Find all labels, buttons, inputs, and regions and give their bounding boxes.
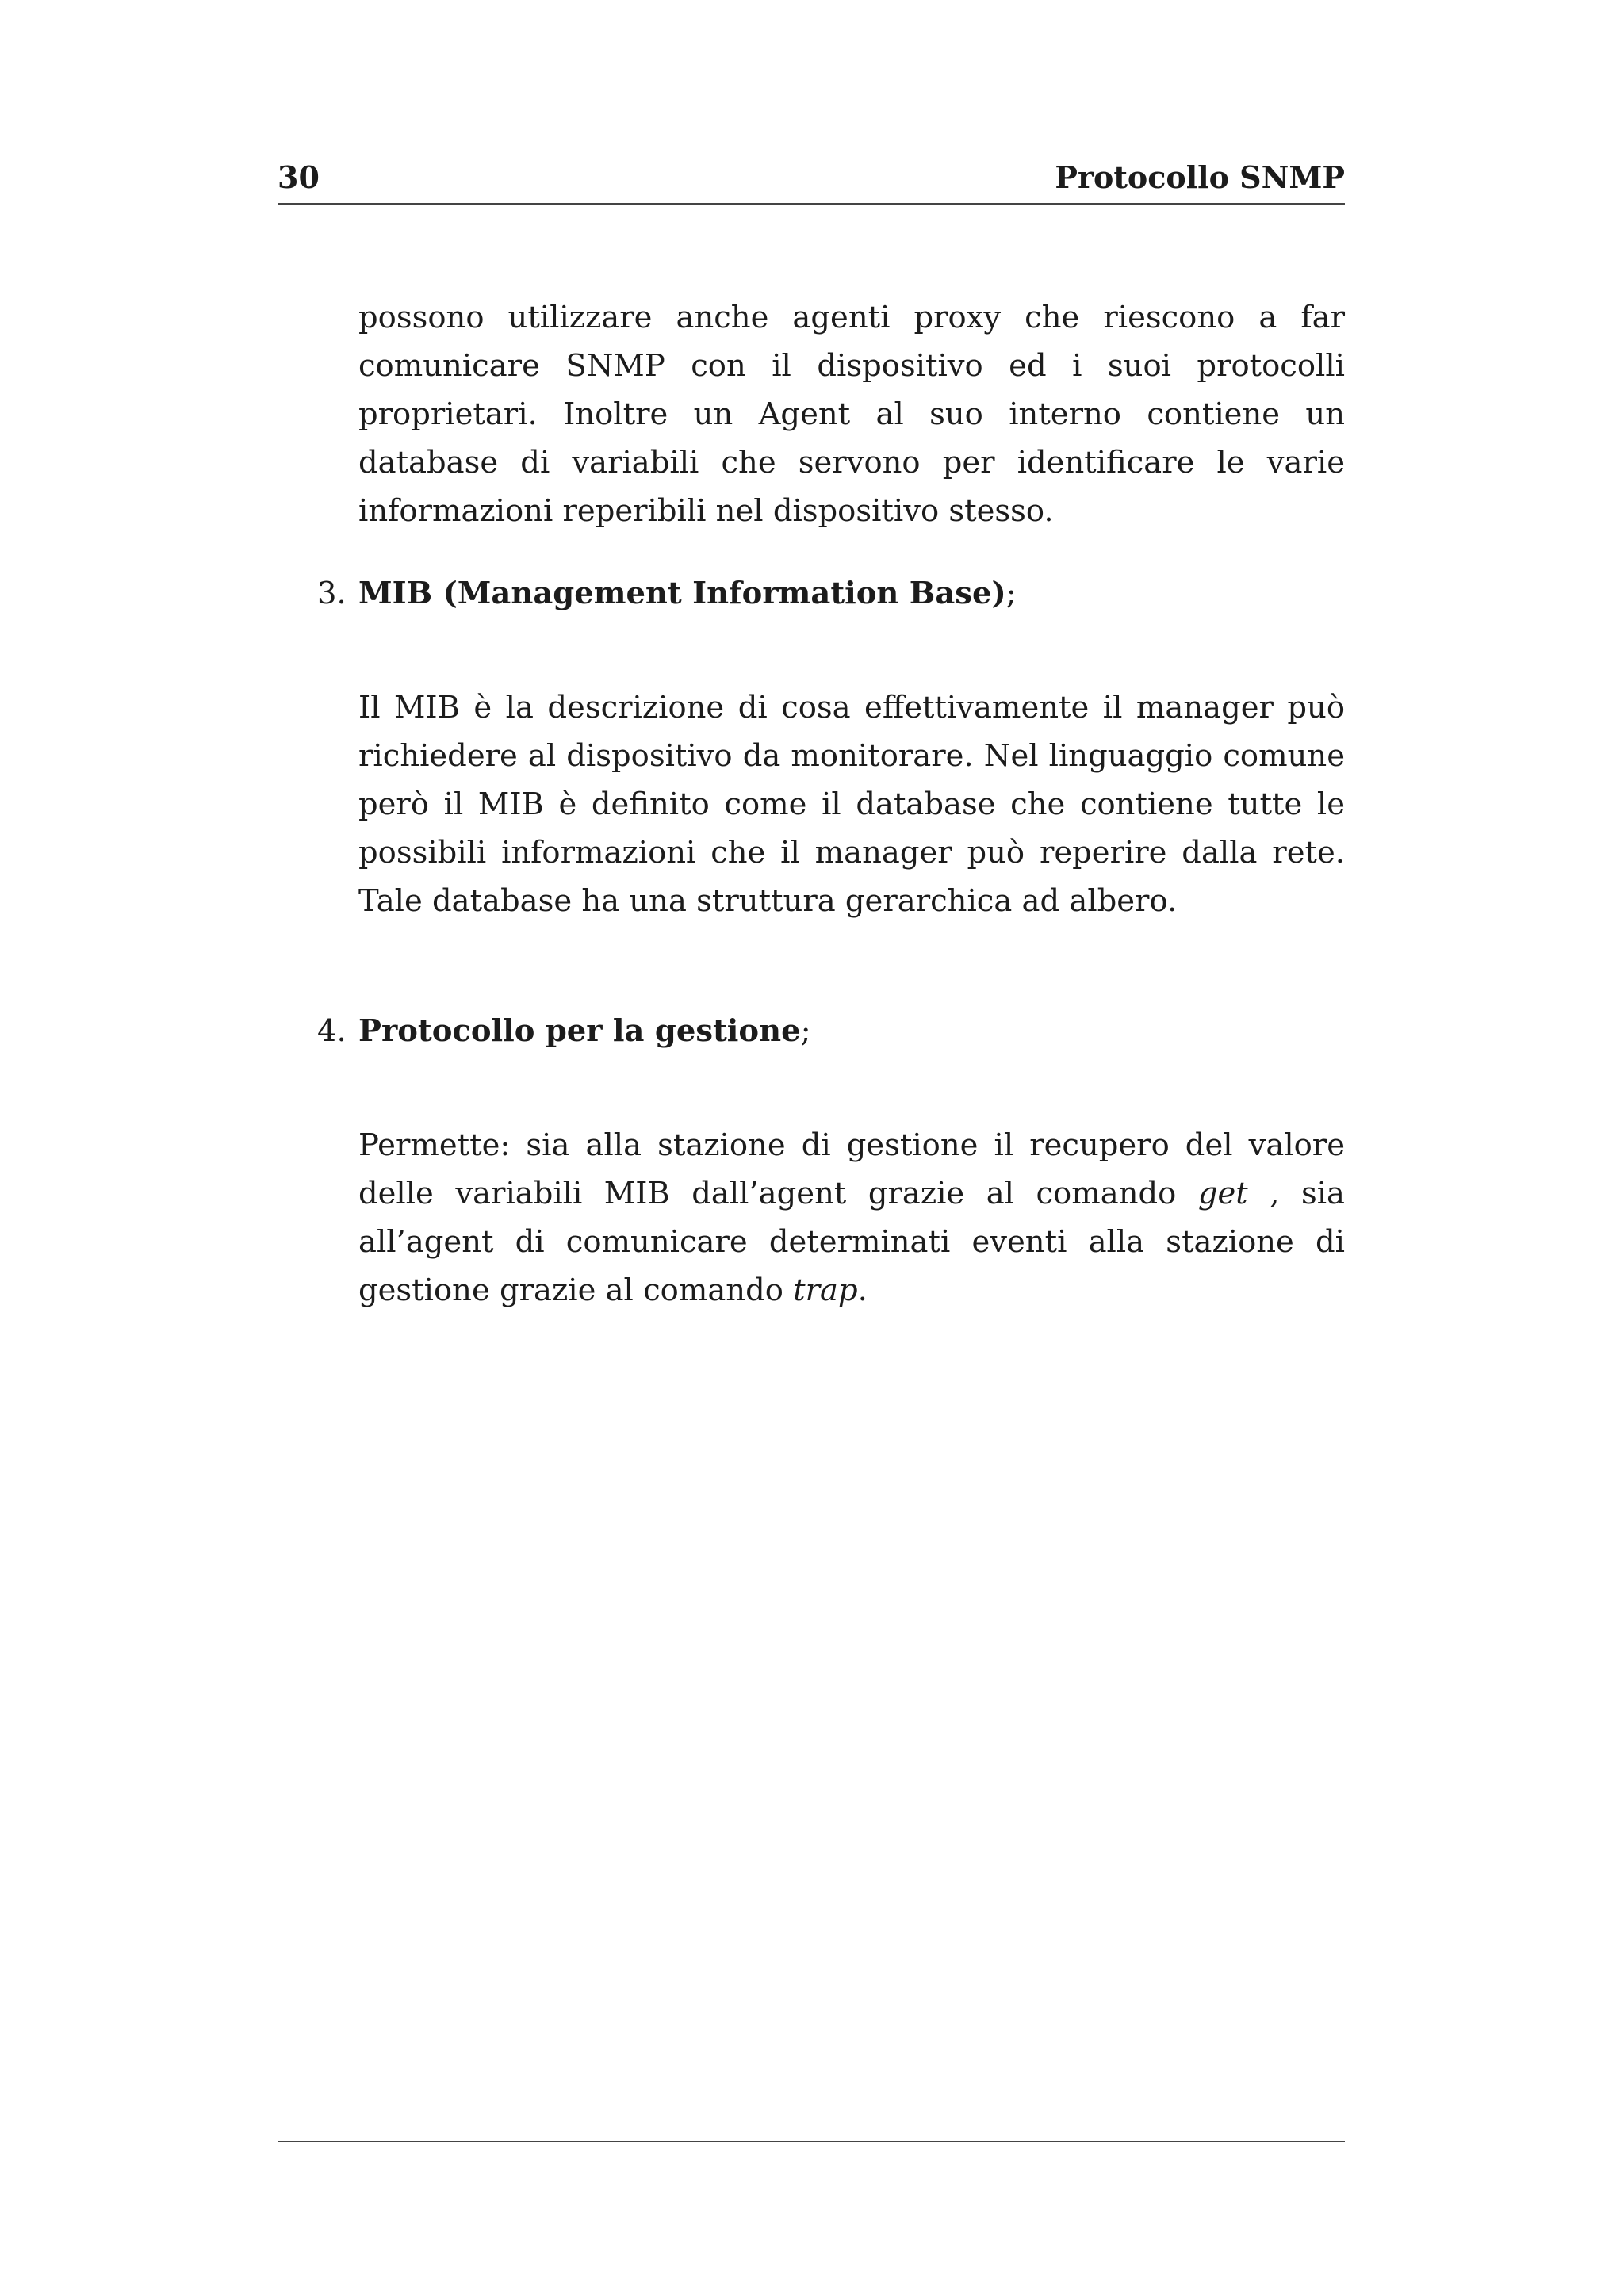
list-item-number: 4.	[317, 1013, 347, 1049]
page-header	[278, 157, 1345, 205]
mib-description-paragraph: Il MIB è la descrizione di cosa effettivamente il manager può richiedere al dispositivo da monitorare. Nel linguaggio comune però il MIB è definito come il database che contiene tutte le possibili informazioni che il manager può reperire dalla rete. Tale database ha una struttura gerarchica ad albero.	[358, 690, 1345, 919]
protocol-text-part-1: Permette: sia alla stazione di gestione il recupero del valore delle variabili MIB dall’agent grazie al comando	[358, 1127, 1345, 1211]
list-item-3-heading	[317, 569, 1017, 618]
list-item-number: 3.	[317, 576, 347, 611]
page-number: 30	[278, 159, 320, 195]
continuation-paragraph: possono utilizzare anche agenti proxy che riescono a far comunicare SNMP con il dispositivo ed i suoi protocolli proprietari. Inoltre un Agent al suo interno contiene un database di variabili che servono per identificare le varie informazioni reperibili nel dispositivo stesso.	[358, 300, 1345, 529]
trap-command: trap	[793, 1272, 858, 1308]
list-item-suffix: ;	[1005, 576, 1017, 611]
get-command: get	[1197, 1176, 1248, 1211]
footer-rule	[278, 2141, 1345, 2142]
protocol-text-end: .	[857, 1272, 868, 1308]
running-title: Protocollo SNMP	[1055, 159, 1345, 195]
list-item-title: Protocollo per la gestione	[358, 1013, 801, 1049]
protocol-text-part-2: , sia all’agent di comunicare determinati eventi alla stazione di gestione grazie al comando	[358, 1176, 1345, 1308]
list-item-title: MIB (Management Information Base)	[358, 576, 1006, 611]
protocol-description-paragraph	[358, 1121, 1345, 1314]
list-item-suffix: ;	[800, 1013, 811, 1049]
list-item-4-heading	[317, 1007, 811, 1055]
